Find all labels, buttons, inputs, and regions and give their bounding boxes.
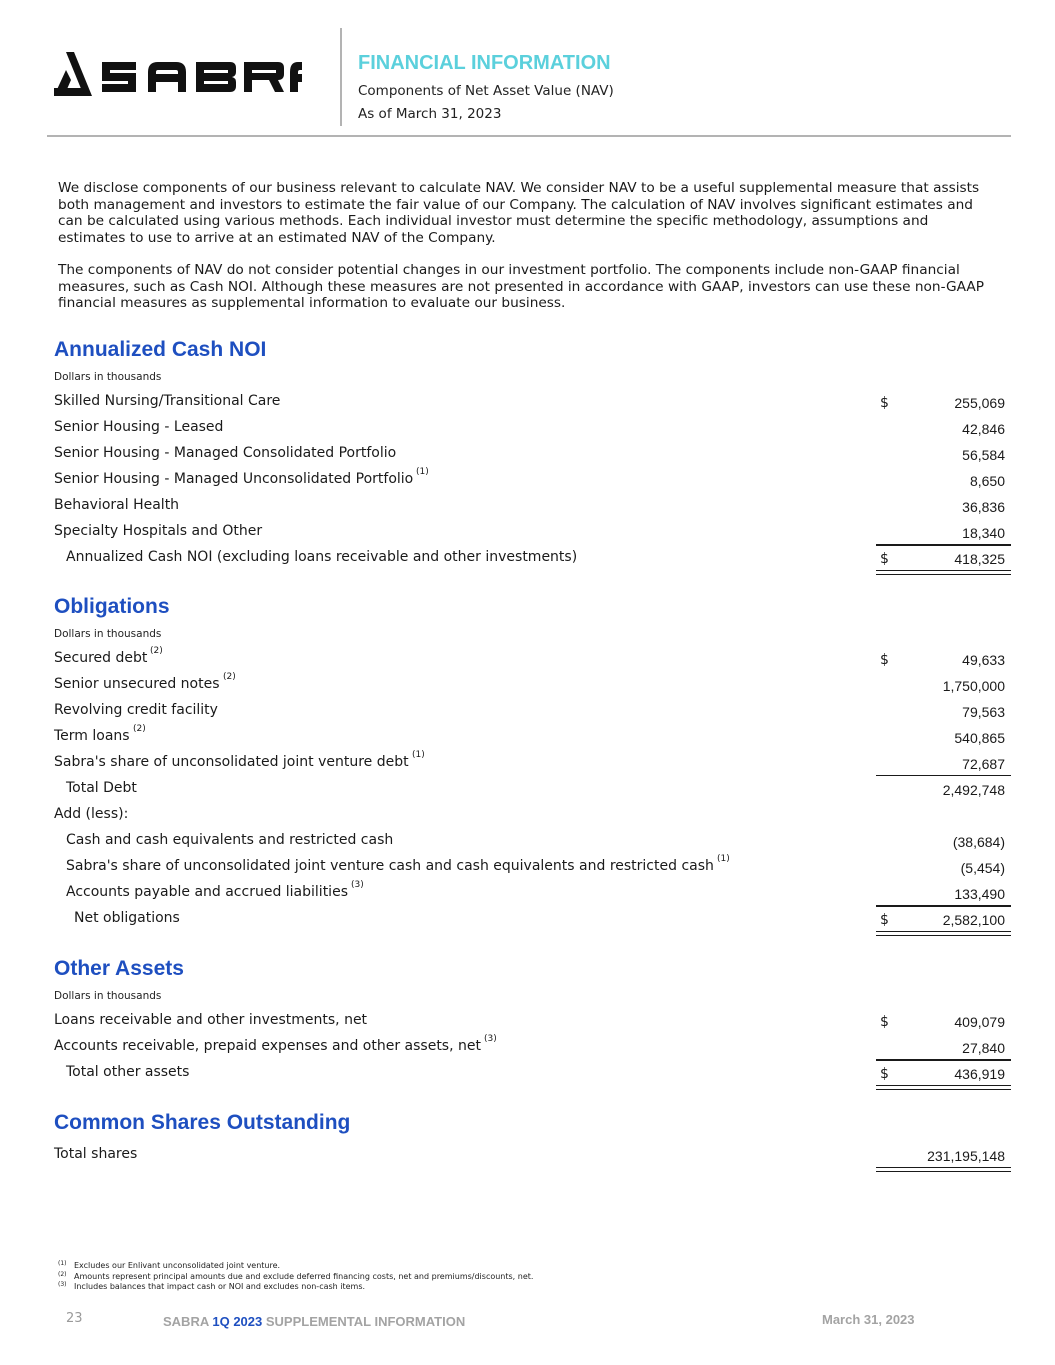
as-of-date: As of March 31, 2023 (358, 106, 502, 122)
row-value: 79,563 (962, 704, 1005, 720)
footnote-mark: (3) (58, 1281, 67, 1288)
footnote-ref: (1) (717, 854, 730, 864)
row-label: Cash and cash equivalents and restricted cash (66, 832, 394, 848)
row-label: Add (less): (54, 806, 129, 822)
row-label: Secured debt (54, 650, 148, 666)
row-label: Revolving credit facility (54, 702, 218, 718)
intro-paragraph-1: We disclose components of our business relevant to calculate NAV. We consider NAV to be a useful supplemental measure that assists both management and investors to estimate the fair value of our Company. The calculation of NAV involves significant estimates and can be calculated using various methods. Each individual investor must determine the specific methodology, assumptions and estimates to use to arrive at an estimated NAV of the Company. (58, 180, 980, 246)
page-title: FINANCIAL INFORMATION (358, 52, 611, 74)
table-row (54, 393, 1011, 419)
row-value: 27,840 (962, 1040, 1005, 1056)
row-value: 409,079 (954, 1014, 1005, 1030)
footnote-item (58, 1272, 533, 1283)
table-row (54, 646, 1011, 676)
header-rule (47, 135, 1011, 137)
page-subtitle: Components of Net Asset Value (NAV) (358, 83, 614, 99)
row-value: 231,195,148 (927, 1148, 1005, 1164)
subtotal-rule (876, 906, 1011, 907)
row-label: Sabra's share of unconsolidated joint venture cash and cash equivalents and restricted cash (66, 858, 714, 874)
currency-symbol: $ (880, 551, 889, 567)
section-title-other-assets: Other Assets (54, 957, 184, 980)
total-double-rule (876, 1167, 1011, 1172)
row-label: Senior Housing - Managed Unconsolidated Portfolio (54, 471, 414, 487)
row-value: 540,865 (954, 730, 1005, 746)
row-label: Total other assets (66, 1064, 190, 1080)
table-row (54, 497, 1011, 523)
table-row (54, 806, 1011, 832)
section-title-shares: Common Shares Outstanding (54, 1111, 351, 1134)
table-row (54, 1064, 1011, 1090)
header-divider (340, 28, 342, 126)
row-value: 133,490 (954, 886, 1005, 902)
footnote-ref: (2) (150, 646, 163, 656)
row-label: Accounts payable and accrued liabilities (66, 884, 348, 900)
currency-symbol: $ (880, 652, 889, 668)
subtotal-rule (876, 1060, 1011, 1061)
row-value: 255,069 (954, 395, 1005, 411)
footnote-text: Includes balances that impact cash or NOI and excludes non-cash items. (74, 1282, 366, 1291)
row-label: Loans receivable and other investments, net (54, 1012, 368, 1028)
footer-date: March 31, 2023 (822, 1312, 915, 1327)
units-label-obligations: Dollars in thousands (54, 628, 162, 640)
currency-symbol: $ (880, 912, 889, 928)
intro-text (58, 180, 998, 328)
section-title-noi: Annualized Cash NOI (54, 338, 267, 361)
row-label: Senior unsecured notes (54, 676, 220, 692)
table-row (54, 780, 1011, 806)
table-row (54, 880, 1011, 910)
row-label: Term loans (54, 728, 130, 744)
sabra-logo-icon (52, 50, 302, 100)
table-row (54, 750, 1011, 780)
footer-doc-title: SUPPLEMENTAL INFORMATION (265, 1314, 466, 1329)
footer-period: 1Q 2023 (212, 1314, 263, 1329)
row-value: 1,750,000 (942, 678, 1005, 694)
table-row (54, 445, 1011, 471)
row-label: Net obligations (74, 910, 180, 926)
total-double-rule (876, 570, 1011, 575)
row-label: Total Debt (66, 780, 137, 796)
currency-symbol: $ (880, 1066, 889, 1082)
table-row (54, 419, 1011, 445)
row-label: Senior Housing - Managed Consolidated Portfolio (54, 445, 397, 461)
intro-paragraph-2: The components of NAV do not consider potential changes in our investment portfolio. The components include non-GAAP financial measures, such as Cash NOI. Although these measures are not presented in accordance with GAAP, investors can use these non-GAAP financial measures as supplemental information to evaluate our business. (58, 262, 984, 311)
row-value: 49,633 (962, 652, 1005, 668)
currency-symbol: $ (880, 1014, 889, 1030)
row-value: (38,684) (952, 834, 1005, 850)
footer-company: SABRA (163, 1314, 209, 1329)
table-row (54, 702, 1011, 728)
units-label-noi: Dollars in thousands (54, 371, 162, 383)
table-row (54, 1034, 1011, 1064)
row-value: 72,687 (962, 756, 1005, 772)
subtotal-rule (876, 545, 1011, 546)
table-row (54, 854, 1011, 884)
footnote-text: Amounts represent principal amounts due and exclude deferred financing costs, net and premiums/discounts, net. (74, 1271, 534, 1281)
row-value: 56,584 (962, 447, 1005, 463)
row-label: Skilled Nursing/Transitional Care (54, 393, 281, 409)
footnotes (58, 1261, 533, 1293)
footnote-mark: (2) (58, 1270, 67, 1278)
footnote-ref: (1) (416, 467, 429, 477)
footnote-item (58, 1261, 533, 1272)
table-row (54, 724, 1011, 754)
row-label: Accounts receivable, prepaid expenses and other assets, net (54, 1038, 481, 1054)
total-double-rule (876, 1085, 1011, 1090)
row-label: Annualized Cash NOI (excluding loans receivable and other investments) (66, 549, 578, 565)
row-value: 36,836 (962, 499, 1005, 515)
footnote-item (58, 1282, 533, 1293)
section-title-obligations: Obligations (54, 595, 170, 618)
footnote-mark: (1) (58, 1260, 67, 1267)
table-row (54, 832, 1011, 858)
row-label: Senior Housing - Leased (54, 419, 224, 435)
table-row (54, 672, 1011, 702)
footnote-ref: (2) (223, 672, 236, 682)
row-label: Specialty Hospitals and Other (54, 523, 263, 539)
table-row (54, 523, 1011, 549)
footer-doc-name (163, 1314, 465, 1329)
row-label: Behavioral Health (54, 497, 180, 513)
total-double-rule (876, 931, 1011, 936)
footnote-ref: (3) (351, 880, 364, 890)
table-row (54, 1146, 1011, 1172)
row-value: 2,492,748 (942, 782, 1005, 798)
row-value: 18,340 (962, 525, 1005, 541)
row-value: 418,325 (954, 551, 1005, 567)
underline-rule (876, 775, 1011, 776)
table-row (54, 1012, 1011, 1038)
currency-symbol: $ (880, 395, 889, 411)
table-row (54, 467, 1011, 497)
footnote-text: Excludes our Enlivant unconsolidated joint venture. (74, 1261, 281, 1270)
row-value: 2,582,100 (942, 912, 1005, 928)
page-number: 23 (66, 1311, 83, 1326)
row-value: 42,846 (962, 421, 1005, 437)
footnote-ref: (2) (133, 724, 146, 734)
row-value: 8,650 (969, 473, 1005, 489)
table-row (54, 549, 1011, 575)
footnote-ref: (3) (484, 1034, 497, 1044)
row-value: (5,454) (960, 860, 1005, 876)
table-row (54, 910, 1011, 936)
units-label-other-assets: Dollars in thousands (54, 990, 162, 1002)
row-value: 436,919 (954, 1066, 1005, 1082)
sabra-logo (52, 50, 302, 100)
row-label: Sabra's share of unconsolidated joint venture debt (54, 754, 409, 770)
row-label: Total shares (54, 1146, 138, 1162)
footnote-ref: (1) (412, 750, 425, 760)
